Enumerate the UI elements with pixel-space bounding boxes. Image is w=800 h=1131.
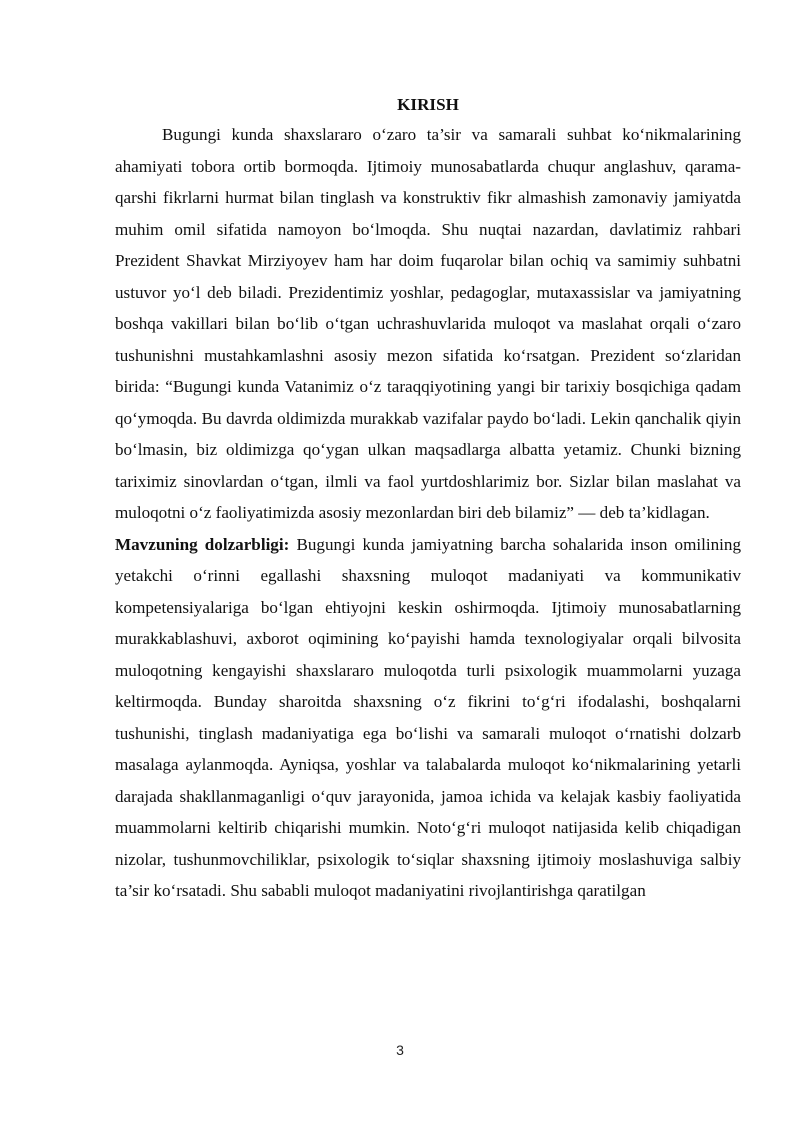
intro-paragraph: Bugungi kunda shaxslararo o‘zaro ta’sir va samarali suhbat ko‘nikmalarining ahamiyati tobora ortib bormoqda. Ijtimoiy munosabatlarda chuqur anglashuv, qarama-qarshi fikrlarni hurmat bilan tinglash va konstruktiv fikr almashish zamonaviy jamiyatda muhim omil sifatida namoyon bo‘lmoqda. Shu nuqtai nazardan, davlatimiz rahbari Prezident Shavkat Mirziyoyev ham har doim fuqarolar bilan ochiq va samimiy suhbatni ustuvor yo‘l deb biladi. Prezidentimiz yoshlar, pedagoglar, mutaxassislar va jamiyatning boshqa vakillari bilan bo‘lib o‘tgan uchrashuvlarida muloqot va maslahat orqali o‘zaro tushunishni mustahkamlashni asosiy mezon sifatida ko‘rsatgan. Prezident so‘zlaridan birida: “Bugungi kunda Vatanimiz o‘z taraqqiyotining yangi bir tarixiy bosqichiga qadam qo‘ymoqda. Bu davrda oldimizda murakkab vazifalar paydo bo‘ladi. Lekin qanchalik qiyin bo‘lmasin, biz oldimizga qo‘ygan ulkan maqsadlarga albatta yetamiz. Chunki bizning tariximiz sinovlardan o‘tgan, ilmli va faol yurtdoshlarimiz bor. Sizlar bilan maslahat va muloqotni o‘z faoliyatimizda asosiy mezonlardan biri deb bilamiz” — deb ta’kidlagan. — [115, 125, 741, 522]
page-content — [115, 90, 741, 907]
page-number: 3 — [396, 1042, 404, 1058]
relevance-paragraph — [115, 529, 741, 907]
relevance-heading: Mavzuning dolzarbligi: — [115, 534, 290, 554]
relevance-text: Bugungi kunda jamiyatning barcha sohalarida inson omilining yetakchi o‘rinni egallashi shaxsning muloqot madaniyati va kommunikativ kompetensiyalariga bo‘lgan ehtiyojni keskin oshirmoqda. Ijtimoiy munosabatlarning murakkablashuvi, axborot oqimining ko‘payishi hamda texnologiyalar orqali bilvosita muloqotning kengayishi shaxslararo muloqotda turli psixologik muammolarni yuzaga keltirmoqda. Bunday sharoitda shaxsning o‘z fikrini to‘g‘ri ifodalashi, boshqalarni tushunishi, tinglash madaniyatiga ega bo‘lishi va samarali muloqot o‘rnatishi dolzarb masalaga aylanmoqda. Ayniqsa, yoshlar va talabalarda muloqot ko‘nikmalarining yetarli darajada shakllanmaganligi o‘quv jarayonida, jamoa ichida va kelajak kasbiy faoliyatida muammolarni keltirib chiqarishi mumkin. Noto‘g‘ri muloqot natijasida kelib chiqadigan nizolar, tushunmovchiliklar, psixologik to‘siqlar shaxsning ijtimoiy moslashuviga salbiy ta’sir ko‘rsatadi. Shu sababli muloqot madaniyatini rivojlantirishga qaratilgan — [115, 534, 742, 900]
section-title: KIRISH — [397, 95, 459, 114]
